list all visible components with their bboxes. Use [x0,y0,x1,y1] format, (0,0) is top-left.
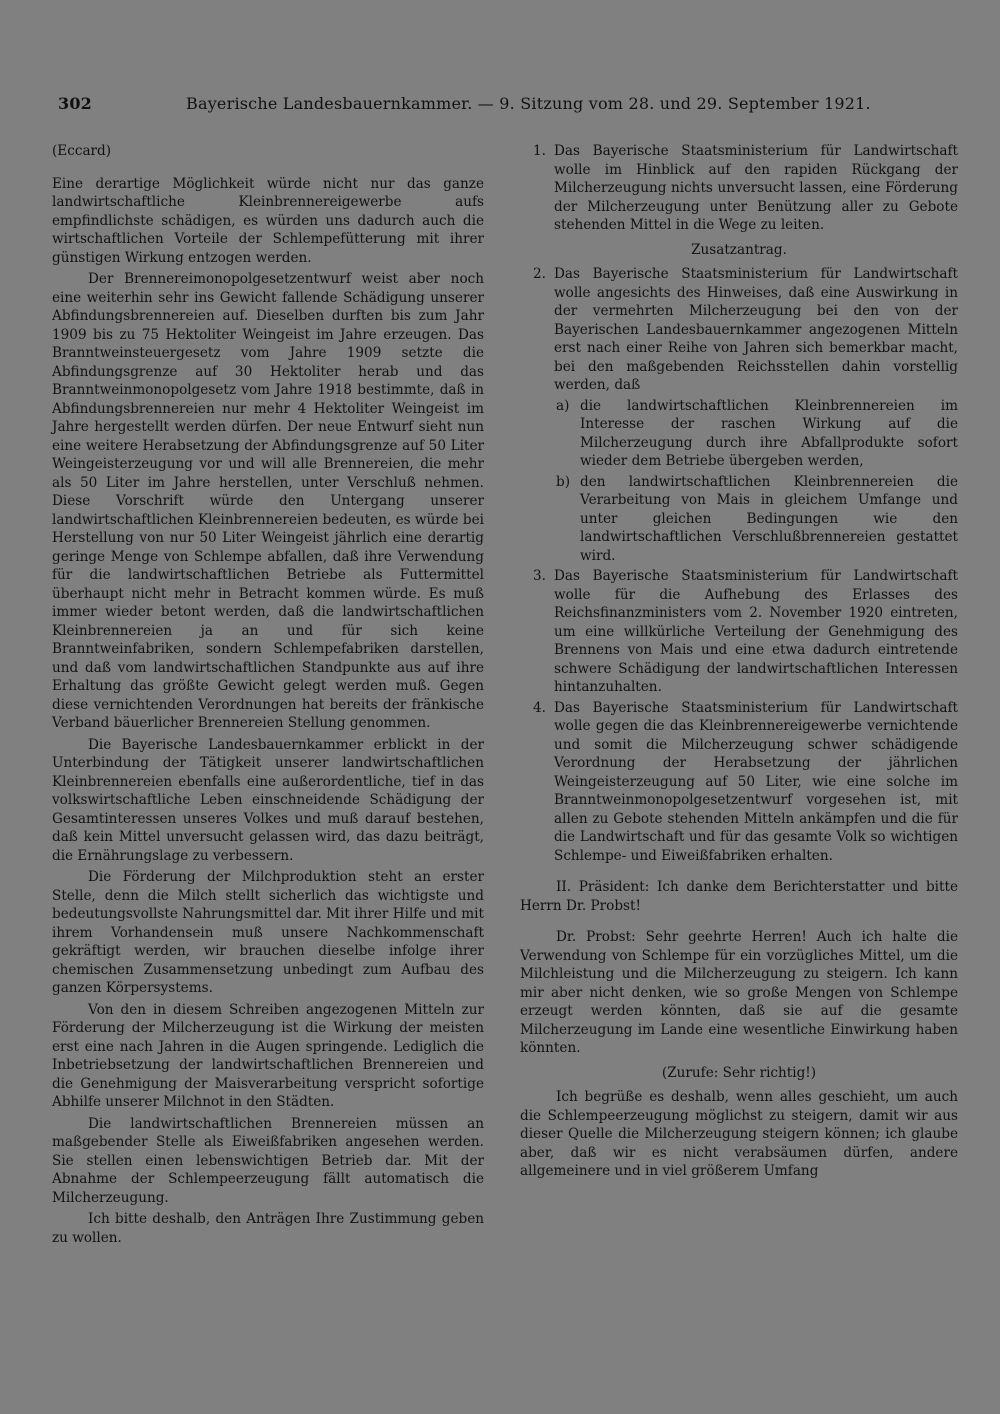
list-item-text: Das Bayerische Staatsministerium für Landwirtschaft wolle gegen die das Kleinbrennereigewerbe vernichtende und somit die Milcherzeugung schwer schädigende Verordnung der Herabsetzung der jährlichen Weingeisterzeugung auf 50 Liter, wie eine solche im Branntweinmonopolgesetzentwurf vorgesehen ist, mit allen zu Gebote stehenden Mitteln ankämpfen und die für die Landwirtschaft und für das gesamte Volk so wichtigen Schlempe- und Eiweißfabriken erhalten. [554,699,958,864]
sub-list-text: den landwirtschaftlichen Kleinbrennereien die Verarbeitung von Mais in gleichem Umfange und unter gleichen Bedingungen wie den landwirtschaftlichen Verschlußbrennereien gestattet wird. [580,473,958,564]
list-item [520,142,958,235]
sub-list-label: b) [556,473,571,490]
list-number: 1. [533,143,546,159]
sub-list-label: a) [556,397,570,414]
paragraph: Ich begrüße es deshalb, wenn alles geschieht, um auch die Schlempeerzeugung möglichst zu steigern, damit wir aus dieser Quelle die Milcherzeugung steigern können; ich glaube aber, daß wir es nicht verabsäumen dürfen, andere allgemeinere und in viel größerem Umfang [520,1089,958,1179]
paragraph: Die Bayerische Landesbauernkammer erblickt in der Unterbindung der Tätigkeit unserer landwirtschaftlichen Kleinbrennereien ebenfalls eine außerordentliche, tief in das volkswirtschaftliche Leben einschneidende Schädigung der Gesamtinteressen unseres Volkes und muß darauf bestehen, daß kein Mittel unversucht gelassen wird, das dazu beiträgt, die Ernährungslage zu verbessern. [52,736,484,864]
list-item [520,265,958,565]
sub-list-item [554,397,958,471]
list-item [520,567,958,697]
running-title: Bayerische Landesbauernkammer. — 9. Sitzung vom 28. und 29. September 1921. [186,94,871,113]
sub-list-text: die landwirtschaftlichen Kleinbrennereien im Interesse der raschen Wirkung auf die Milcherzeugung durch ihre Abfallprodukte sofort wieder dem Betriebe übergeben werden, [580,397,958,469]
list-item [520,699,958,866]
paragraph: Dr. Probst: Sehr geehrte Herren! Auch ich halte die Verwendung von Schlempe für ein vorzügliches Mittel, um die Milchleistung und die Milcherzeugung zu steigern. Ich kann mir aber nicht denken, wie so große Mengen von Schlempe erzeugt werden könnten, daß sie auf die gesamte Milcherzeugung im Lande eine wesentliche Einwirkung haben könnten. [520,929,958,1056]
paragraph: Eine derartige Möglichkeit würde nicht nur das ganze landwirtschaftliche Kleinbrennereigewerbe aufs empfindlichste schädigen, es würden uns dadurch auch die wirtschaftlichen Vorteile der Schlempefütterung mit ihrer günstigen Wirkung entzogen werden. [52,175,484,266]
motion-list [520,265,958,865]
paragraph: II. Präsident: Ich danke dem Berichterstatter und bitte Herrn Dr. Probst! [520,879,958,914]
paragraph: Die landwirtschaftlichen Brennereien müssen an maßgebender Stelle als Eiweißfabriken angesehen werden. Sie stellen einen lebenswichtigen Betrieb dar. Mit der Abnahme der Schlempeerzeugung fällt automatisch die Milcherzeugung. [52,1115,484,1206]
speaker-label: (Eccard) [52,143,112,159]
motion-list [520,142,958,235]
list-number: 4. [533,699,546,716]
list-item-text: Das Bayerische Staatsministerium für Landwirtschaft wolle für die Aufhebung des Erlasses des Reichsfinanzministers vom 2. November 1920 eintreten, um eine willkürliche Verteilung der Genehmigung des Brennens von Mais und eine etwa dadurch eintretende schwere Schädigung der landwirtschaftlichen Interessen hintanzuhalten. [554,568,958,695]
left-column [52,142,484,1250]
list-item-text: Das Bayerische Staatsministerium für Landwirtschaft wolle angesichts des Hinweises, daß eine Auswirkung in der vermehrten Milcherzeugung bei den von der Bayerischen Landesbauernkammer angezogenen Mitteln erst nach einer Reihe von Jahren sich bemerkbar macht, bei den maßgebenden Reichsstellen dahin vorstellig werden, daß [554,266,958,393]
section-heading: Zusatzantrag. [691,241,787,258]
sub-list-item [554,473,958,566]
sub-list [554,397,958,566]
list-item-text: Das Bayerische Staatsministerium für Landwirtschaft wolle im Hinblick auf den rapiden Rückgang der Milcherzeugung nichts unversucht lassen, eine Förderung der Milcherzeugung unter Benützung aller zu Gebote stehenden Mittel in die Wege zu leiten. [554,143,958,233]
paragraph: Von den in diesem Schreiben angezogenen Mitteln zur Förderung der Milcherzeugung ist die Wirkung der meisten erst eine nach Jahren in die Augen springende. Lediglich die Inbetriebsetzung der landwirtschaftlichen Brennereien und die Genehmigung der Maisverarbeitung verspricht sofortige Abhilfe unserer Milchnot in den Städten. [52,1001,484,1110]
right-column [520,142,958,1184]
page-number: 302 [58,94,92,113]
list-number: 3. [533,568,546,584]
paragraph: Die Förderung der Milchproduktion steht an erster Stelle, denn die Milch stellt sicherlich das wichtigste und bedeutungsvollste Nahrungsmittel dar. Mit ihrer Hilfe und mit ihrem Vorhandensein muß unsere Nachkommenschaft gekräftigt werden, wir brauchen dieselbe infolge ihrer chemischen Zusammensetzung unbedingt zum Aufbau des ganzen Körpersystems. [52,869,484,996]
list-number: 2. [533,266,546,282]
interjection: (Zurufe: Sehr richtig!) [661,1064,817,1081]
paragraph: Der Brennereimonopolgesetzentwurf weist aber noch eine weiterhin sehr ins Gewicht fallende Schädigung unserer Abfindungsbrennereien auf. Dieselben durften bis zum Jahr 1909 bis zu 75 Hektoliter Weingeist im Jahre erzeugen. Das Branntweinsteuergesetz vom Jahre 1909 setzte die Abfindungsgrenze auf 30 Hektoliter herab und das Branntweinmonopolgesetz vom Jahre 1918 bestimmte, daß in Abfindungsbrennereien nur mehr 4 Hektoliter Weingeist im Jahre hergestellt werden dürfen. Der neue Entwurf sieht nun eine weitere Herabsetzung der Abfindungsgrenze auf 50 Liter Weingeisterzeugung vor und will alle Brennereien, die mehr als 50 Liter im Jahre herstellen, unter Verschluß nehmen. Diese Vorschrift würde den Untergang unserer landwirtschaftlichen Kleinbrennereien bedeuten, es würde bei Herstellung von nur 50 Liter Weingeist jährlich eine derartig geringe Menge von Schlempe abfallen, daß ihre Verwendung für die landwirtschaftlichen Betriebe als Futtermittel überhaupt nicht mehr in Betracht kommen würde. Es muß immer wieder betont werden, daß die landwirtschaftlichen Kleinbrennereien ja an und für sich keine Branntweinfabriken, sondern Schlempefabriken darstellen, und daß vom landwirtschaftlichen Standpunkte aus auf ihre Erhaltung das größte Gewicht gelegt werden muß. Gegen diese vernichtenden Verordnungen hat bereits der fränkische Verband bäuerlicher Brennereien Stellung genommen. [52,271,484,731]
paragraph: Ich bitte deshalb, den Anträgen Ihre Zustimmung geben zu wollen. [52,1211,484,1246]
